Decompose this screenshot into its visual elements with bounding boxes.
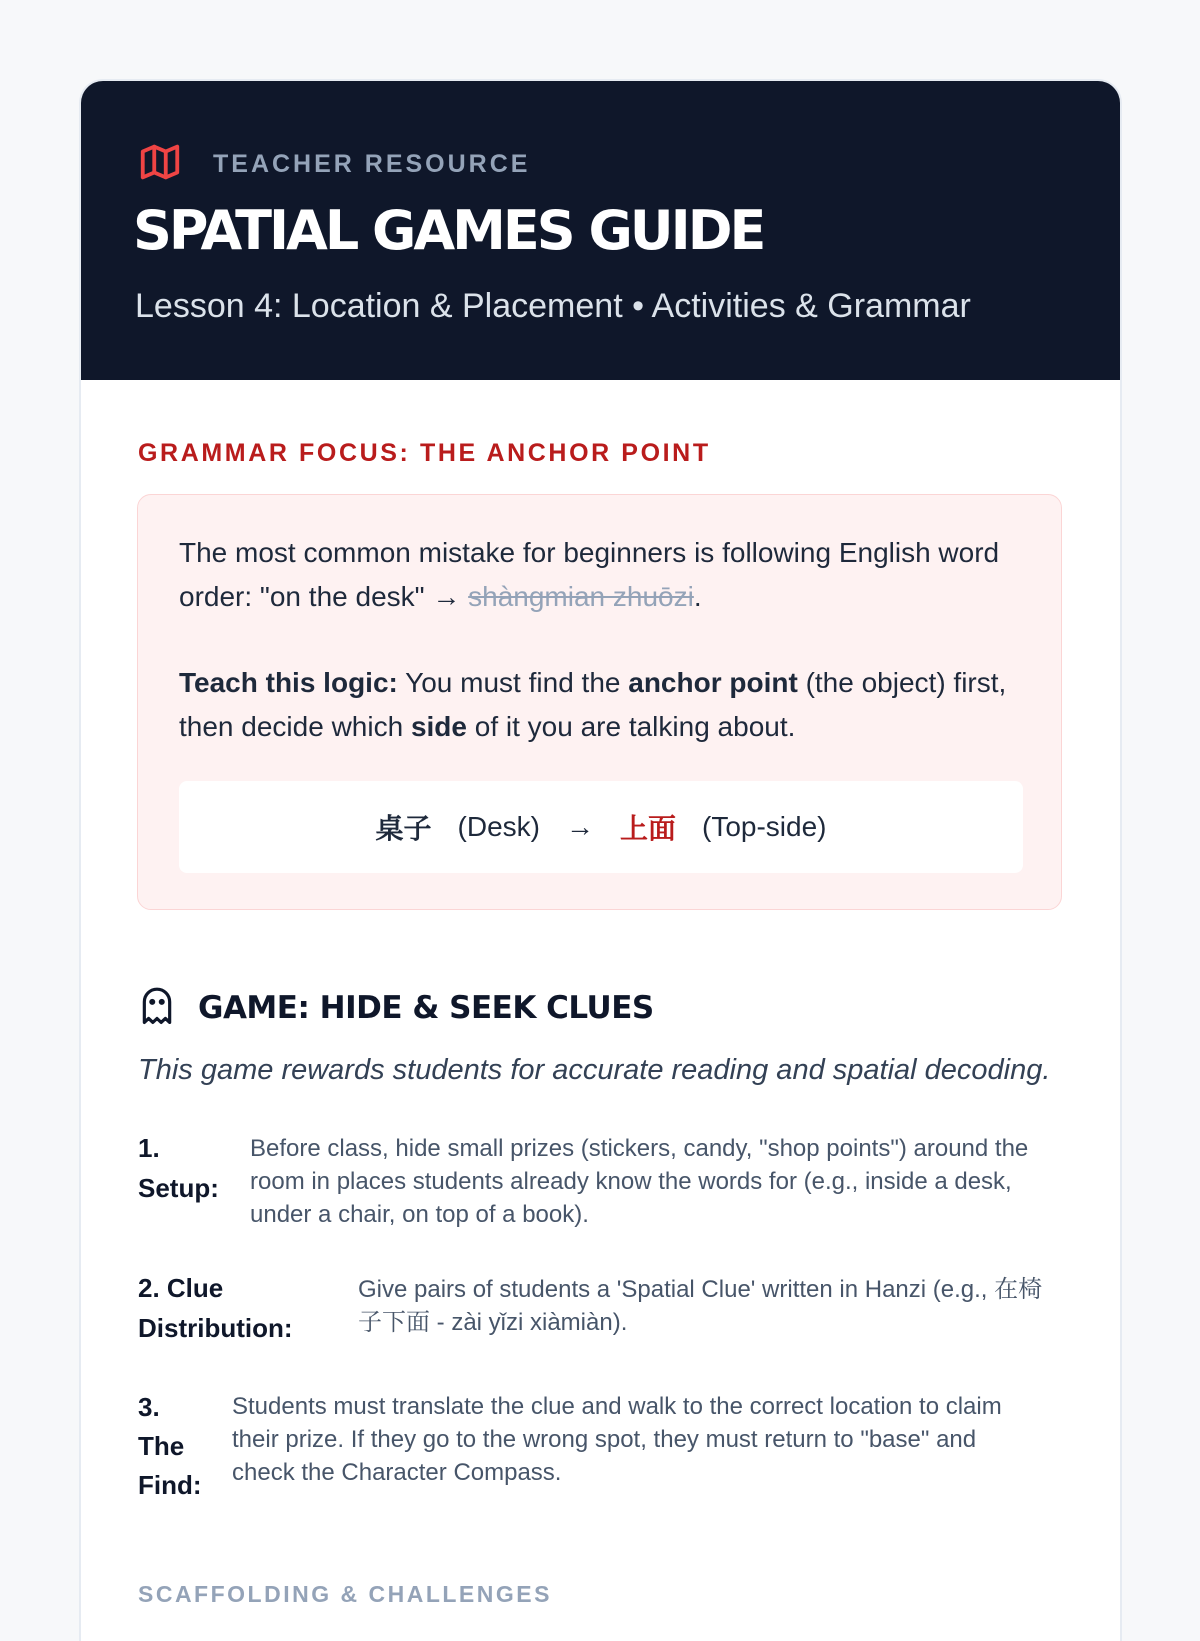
logic-lead: Teach this logic: xyxy=(179,667,398,698)
step-name: Distribution: xyxy=(138,1313,293,1343)
ghost-icon xyxy=(138,984,176,1031)
anchor-hanzi: 桌子 xyxy=(375,813,432,844)
step-number: 3. xyxy=(138,1392,160,1422)
mistake-text: The most common mistake for beginners is following English word order: "on the desk" → xyxy=(179,537,1000,612)
kicker-row xyxy=(137,139,530,190)
step-name: Setup: xyxy=(138,1173,219,1203)
step-number: 2. Clue xyxy=(138,1273,224,1303)
side-term: side xyxy=(410,711,467,742)
game-title: GAME: HIDE & SEEK CLUES xyxy=(198,989,654,1026)
scaffolding-section-label: SCAFFOLDING & CHALLENGES xyxy=(138,1581,552,1607)
anchor-example xyxy=(179,781,1023,873)
struck-pinyin: shàngmian zhuōzi xyxy=(468,581,694,612)
logic-paragraph xyxy=(179,661,1029,749)
step-text: Give pairs of students a 'Spatial Clue' written in Hanzi (e.g., 在椅子下面 - zài yǐzi xiàmiàn). xyxy=(358,1276,1043,1336)
side-hanzi: 上面 xyxy=(619,813,676,844)
step-text: Students must translate the clue and walk to the correct location to claim their prize. If they go to the wrong spot, they must return to "base" and check the Character Compass. xyxy=(232,1393,1002,1486)
page-subtitle: Lesson 4: Location & Placement • Activities & Grammar xyxy=(135,287,971,325)
header-banner xyxy=(81,81,1120,380)
anchor-point-term: anchor point xyxy=(628,667,798,698)
grammar-section-label: GRAMMAR FOCUS: THE ANCHOR POINT xyxy=(138,439,711,467)
grammar-focus-box xyxy=(137,494,1062,910)
kicker-label: TEACHER RESOURCE xyxy=(213,150,531,178)
anchor-gloss: (Desk) xyxy=(457,811,540,842)
mistake-period: . xyxy=(693,581,702,612)
logic-text-c: (the object) first, then decide which xyxy=(179,667,1007,742)
step-label xyxy=(138,1388,232,1505)
side-gloss: (Top-side) xyxy=(702,811,827,842)
step-name: The xyxy=(138,1431,185,1461)
arrow-icon: → xyxy=(565,811,594,842)
step-name: Find: xyxy=(138,1470,202,1500)
logic-text-a: You must find the xyxy=(397,667,629,698)
game-intro: This game rewards students for accurate reading and spatial decoding. xyxy=(138,1054,1051,1086)
map-icon xyxy=(137,139,183,190)
page-title: SPATIAL GAMES GUIDE xyxy=(133,199,764,262)
step-number: 1. xyxy=(138,1133,160,1163)
step-item xyxy=(138,1268,1048,1348)
step-label xyxy=(138,1268,358,1348)
guide-card xyxy=(81,81,1120,1641)
step-text: Before class, hide small prizes (stickers, candy, "shop points") around the room in places students already know the words for (e.g., inside a desk, under a chair, on top of a book). xyxy=(250,1135,1029,1228)
step-item xyxy=(138,1388,1032,1505)
logic-text-e: of it you are talking about. xyxy=(466,711,796,742)
game-heading xyxy=(138,984,654,1031)
mistake-paragraph xyxy=(179,531,1029,619)
step-label xyxy=(138,1128,250,1231)
step-item xyxy=(138,1128,1040,1231)
